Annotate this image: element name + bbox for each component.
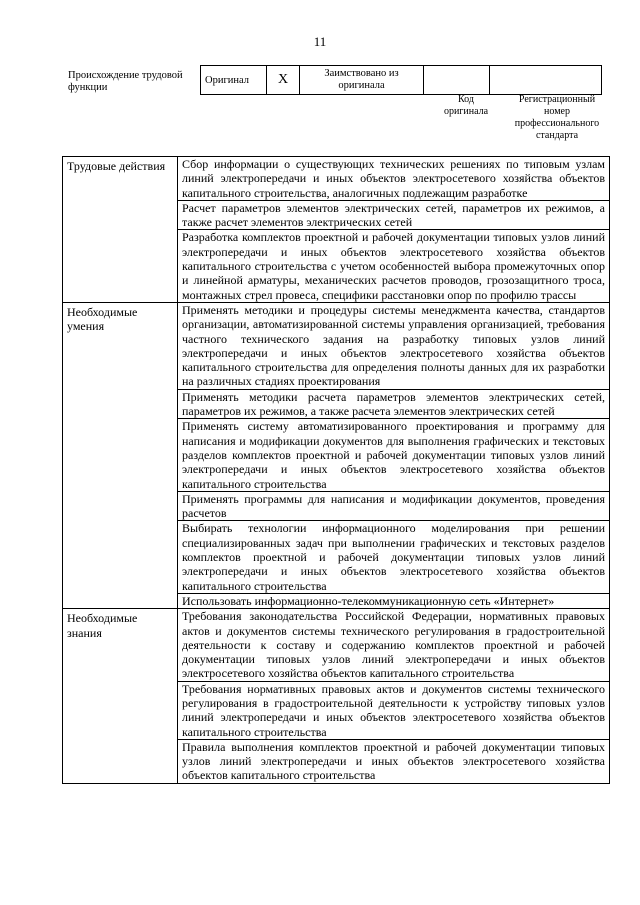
- borrowed-label: Заимствовано из оригинала: [300, 66, 424, 95]
- table-cell: Расчет параметров элементов электрических сетей, параметров их режимов, а также расчет элементов электрических сетей: [178, 200, 610, 230]
- table-cell: Разработка комплектов проектной и рабочей документации типовых узлов линий электропередачи и иных объектов электросетевого хозяйства объектов капитального строительства с учетом особенностей выбора промежуточных опор и линейной арматуры, механических расчетов проводов, грозозащитного троса, монтажных стрел провеса, специфики расстановки опор по профилю трассы: [178, 230, 610, 302]
- function-table: [62, 156, 610, 784]
- table-cell: Выбирать технологии информационного моделирования при решении специализированных задач при выполнении графических и текстовых разделов комплектов проектной и рабочей документации типовых узлов линий электропередачи и иных объектов электросетевого хозяйства объектов капитального строительства: [178, 521, 610, 593]
- table-cell: Требования нормативных правовых актов и документов системы технического регулирования в градостроительной деятельности к устройству типовых узлов линий электропередачи и иных объектов электросетевого хозяйства объектов капитального строительства: [178, 681, 610, 739]
- reg-number-label: Регистрационный номер профессионального стандарта: [514, 94, 600, 141]
- table-cell: Сбор информации о существующих технических решениях по типовым узлам линий электропередачи и иных объектов электросетевого хозяйства объектов капитального строительства, аналогичных подлежащим разработке: [178, 157, 610, 201]
- table-cell: Правила выполнения комплектов проектной и рабочей документации типовых узлов линий электропередачи и иных объектов электросетевого хозяйства объектов капитального строительства: [178, 739, 610, 783]
- origin-table: [200, 65, 602, 95]
- code-original-label: Код оригинала: [443, 94, 489, 117]
- table-cell: Применять программы для написания и модификации документов, проведения расчетов: [178, 491, 610, 521]
- table-cell: Применять методики расчета параметров элементов электрических сетей, параметров их режимов, а также расчета элементов электрических сетей: [178, 389, 610, 419]
- original-mark: X: [267, 66, 300, 95]
- table-cell: Применять систему автоматизированного проектирования и программу для написания и модификации документов для выполнения графических и текстовых разделов комплектов проектной и рабочей документации типовых узлов линий электропередачи и иных объектов электросетевого хозяйства объектов капитального строительства: [178, 419, 610, 491]
- origin-label: Происхождение трудовой функции: [68, 70, 183, 93]
- row-label: Необходимые знания: [63, 609, 178, 784]
- table-row: [63, 302, 610, 389]
- code-cell: [424, 66, 490, 95]
- table-cell: Использовать информационно-телекоммуникационную сеть «Интернет»: [178, 593, 610, 608]
- table-cell: Применять методики и процедуры системы менеджмента качества, стандартов организации, автоматизированной системы управления организацией, требования частного технического задания на разработку типовых узлов линий электропередачи и иных объектов электросетевого хозяйства объектов капитального строительства для определения полноты данных для их разработки на различных стадиях проектирования: [178, 302, 610, 389]
- row-label: Трудовые действия: [63, 157, 178, 303]
- reg-number-cell: [490, 66, 602, 95]
- original-label: Оригинал: [201, 66, 267, 95]
- table-row: [63, 609, 610, 681]
- table-cell: Требования законодательства Российской Федерации, нормативных правовых актов и документов системы технического регулирования в градостроительной деятельности к составу и содержанию комплектов проектной и рабочей документации типовых узлов линий электропередачи и иных объектов электросетевого хозяйства объектов капитального строительства: [178, 609, 610, 681]
- page-number: 11: [313, 34, 327, 49]
- row-label: Необходимые умения: [63, 302, 178, 608]
- table-row: [63, 157, 610, 201]
